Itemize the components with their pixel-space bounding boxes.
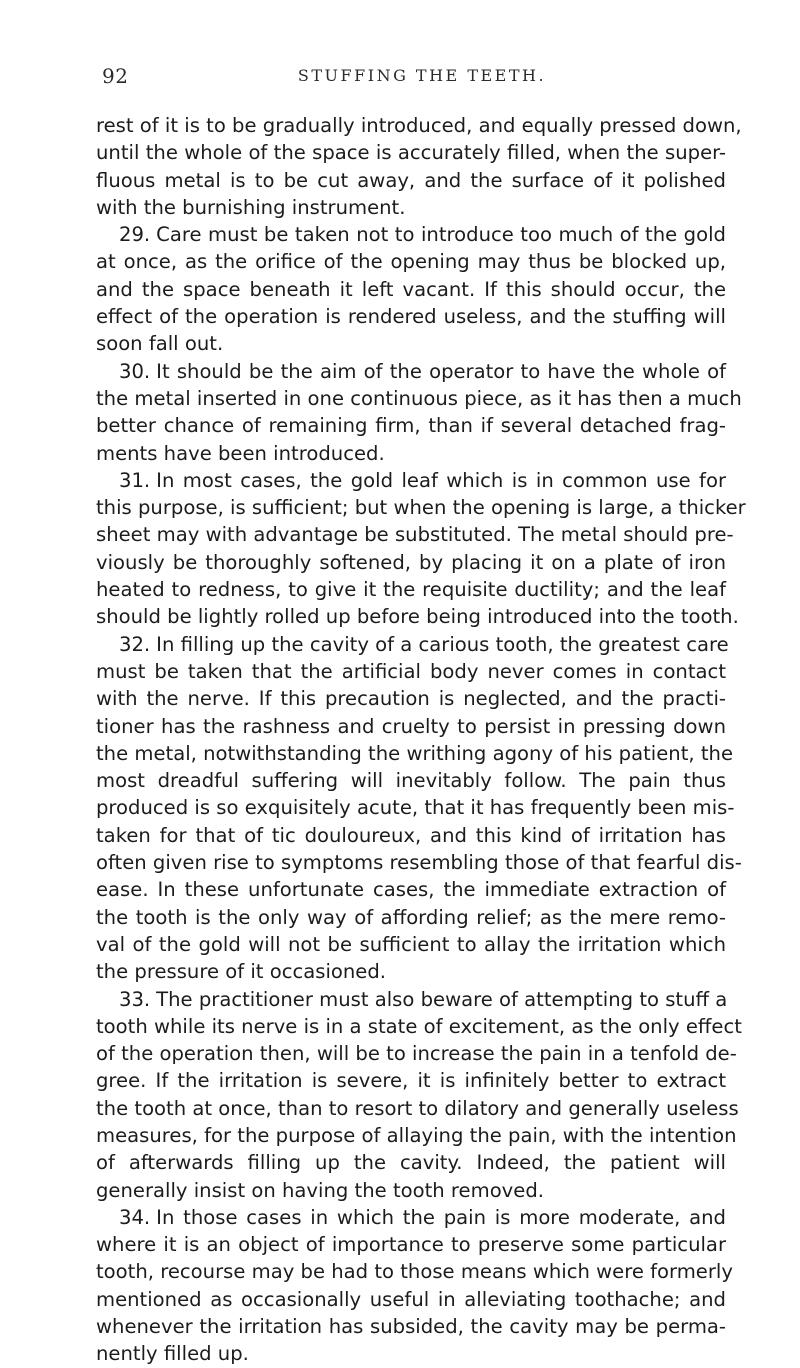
line-text: measures, for the purpose of allaying the pain, with the intention [96,1123,737,1147]
text-line [96,576,726,603]
line-text: with the nerve. If this precaution is neglected, and the practi- [96,687,726,711]
line-text: the tooth is the only way of affording relief; as the mere remo- [96,905,726,929]
line-text: until the whole of the space is accurately filled, when the super- [96,141,726,165]
line-text: better chance of remaining firm, than if several detached frag- [96,414,726,438]
line-text: The practitioner must also beware of attempting to stuff a [156,987,728,1011]
paragraph-number: 34. [119,1205,151,1229]
paragraph-number: 33. [119,987,151,1011]
text-line [96,794,735,821]
text-line [96,603,739,630]
text-line [96,1258,733,1285]
text-line [96,740,734,767]
page-header [102,64,722,92]
line-text: heated to redness, to give it the requisite ductility; and the leaf [96,578,726,602]
line-text: In those cases in which the pain is more moderate, and [156,1205,726,1229]
paragraph [96,112,742,221]
line-text: of afterwards filling up the cavity. Indeed, the patient will [96,1151,726,1175]
line-text: rest of it is to be gradually introduced, and equally pressed down, [96,114,742,137]
paragraph [96,358,742,467]
line-text: the metal, notwithstanding the writhing agony of his patient, the [96,741,734,765]
line-text: most dreadful suffering will inevitably follow. The pain thus [96,769,726,793]
line-text: effect of the operation is rendered useless, and the stuffing will [96,305,726,329]
line-text: ments have been introduced. [96,441,385,465]
line-text: mentioned as occasionally useful in alleviating toothache; and [96,1287,726,1311]
text-line [96,358,726,385]
line-text: taken for that of tic douloureux, and this kind of irritation has [96,823,726,847]
line-text: tooth, recourse may be had to those means which were formerly [96,1260,733,1284]
paragraph [96,1204,733,1368]
line-text: generally insist on having the tooth removed. [96,1178,544,1202]
line-text: ease. In these unfortunate cases, the immediate extraction of [96,878,726,902]
line-text: with the burnishing instrument. [96,195,406,219]
line-text: produced is so exquisitely acute, that it has frequently been mis- [96,796,735,820]
text-line [96,876,726,903]
text-line [96,139,726,166]
text-line [96,549,726,576]
text-line [96,631,729,658]
text-line [96,822,726,849]
paragraph-number: 32. [119,632,151,656]
text-line [96,467,726,494]
text-line [96,1040,737,1067]
text-line [96,521,734,548]
text-line [96,658,726,685]
text-line [96,1149,726,1176]
paragraph [96,221,726,357]
line-text: In filling up the cavity of a carious tooth, the greatest care [156,632,729,656]
text-line [96,194,726,221]
text-line [96,713,726,740]
text-line [96,986,726,1013]
line-text: this purpose, is sufficient; but when the opening is large, a thicker [96,496,746,520]
text-line [96,685,726,712]
text-line [96,440,726,467]
text-line [96,221,726,248]
text-line [96,767,726,794]
line-text: of the operation then, will be to increase the pain in a tenfold de- [96,1042,737,1066]
line-text: tioner has the rashness and cruelty to persist in pressing down [96,714,726,738]
line-text: In most cases, the gold leaf which is in common use for [156,468,726,492]
line-text: the tooth at once, than to resort to dilatory and generally useless [96,1096,739,1120]
line-text: should be lightly rolled up before being introduced into the tooth. [96,605,739,629]
line-text: nently filled up. [96,1342,249,1366]
text-line [96,958,726,985]
line-text: Care must be taken not to introduce too much of the gold [156,223,726,247]
line-text: tooth while its nerve is in a state of excitement, as the only effect [96,1014,742,1038]
text-line [96,1095,739,1122]
text-line [96,1313,726,1340]
text-line [96,248,726,275]
paragraph [96,631,742,986]
page-number: 92 [102,64,129,88]
paragraph [96,467,746,631]
paragraph-number: 30. [119,359,151,383]
line-text: at once, as the orifice of the opening may thus be blocked up, [96,250,726,274]
text-line [96,303,726,330]
text-line [96,412,726,439]
line-text: the pressure of it occasioned. [96,960,387,984]
line-text: where it is an object of importance to preserve some particular [96,1233,726,1257]
text-line [96,1013,742,1040]
line-text: fluous metal is to be cut away, and the surface of it polished [96,168,726,192]
paragraph [96,986,742,1204]
running-head: STUFFING THE TEETH. [297,66,547,85]
line-text: sheet may with advantage be substituted. The metal should pre- [96,523,734,547]
text-line [96,931,726,958]
line-text: the metal inserted in one continuous piece, as it has then a much [96,386,742,410]
line-text: often given rise to symptoms resembling those of that fearful dis- [96,851,742,875]
text-line [96,112,742,139]
line-text: whenever the irritation has subsided, the cavity may be perma- [96,1315,726,1339]
text-line [96,1067,726,1094]
text-line [96,276,726,303]
line-text: and the space beneath it left vacant. If this should occur, the [96,277,726,301]
line-text: gree. If the irritation is severe, it is infinitely better to extract [96,1069,726,1093]
text-line [96,1231,726,1258]
text-line [96,167,726,194]
text-line [96,904,726,931]
line-text: viously be thoroughly softened, by placing it on a plate of iron [96,550,726,574]
text-line [96,494,746,521]
paragraph-number: 29. [119,223,151,247]
text-line [96,1286,726,1313]
line-text: val of the gold will not be sufficient to allay the irritation which [96,932,726,956]
text-line [96,1340,726,1367]
line-text: It should be the aim of the operator to have the whole of [156,359,726,383]
line-text: must be taken that the artificial body never comes in contact [96,659,726,683]
paragraph-number: 31. [119,468,151,492]
text-line [96,1122,737,1149]
text-line [96,1204,726,1231]
text-line [96,849,742,876]
line-text: soon fall out. [96,332,224,356]
text-line [96,330,726,357]
text-line [96,385,742,412]
body-text [96,112,746,1368]
text-line [96,1177,726,1204]
